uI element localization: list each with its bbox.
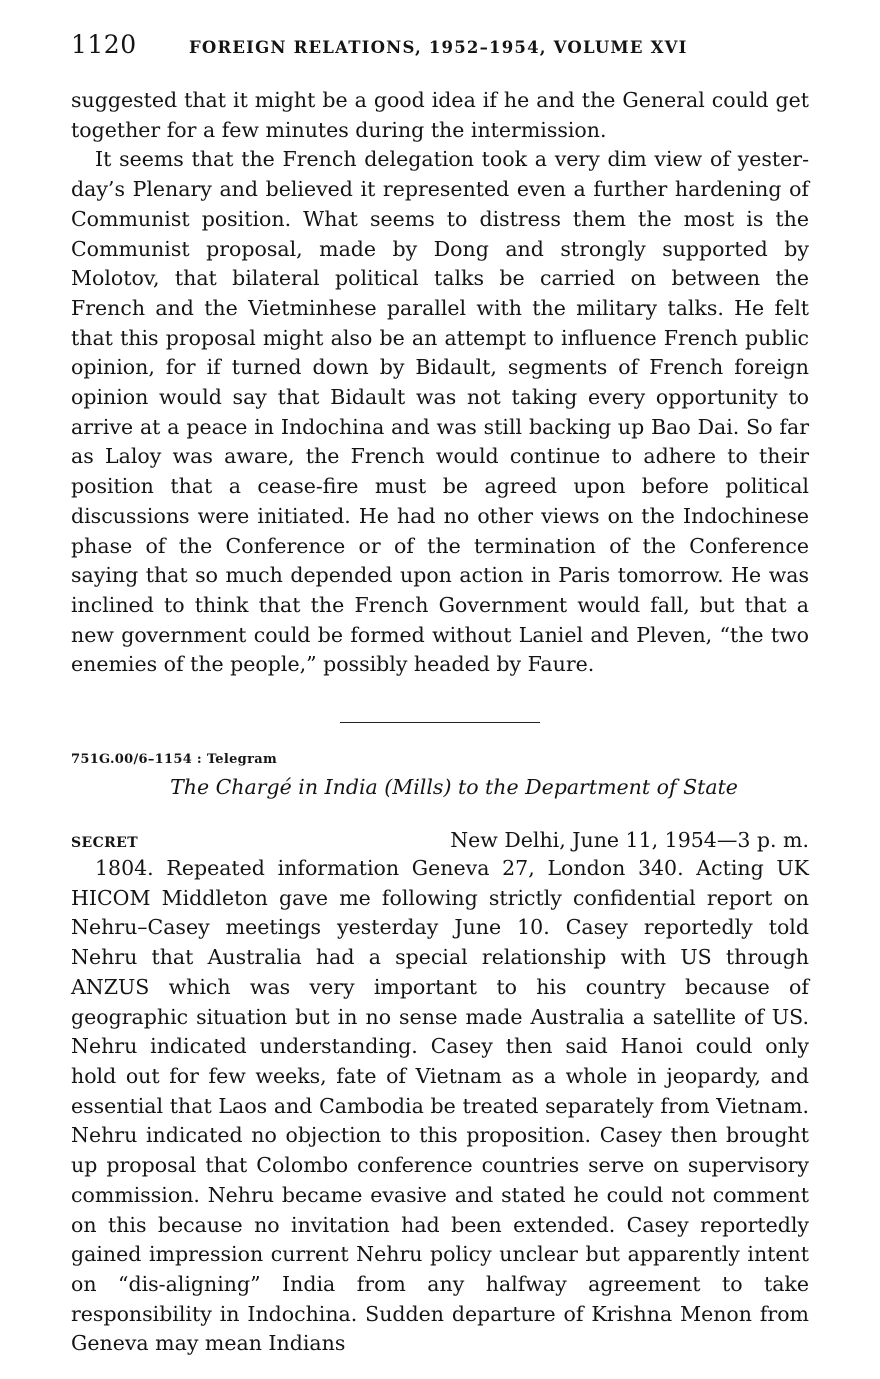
file-reference: 751G.00/6–1154 : Telegram (71, 752, 277, 768)
section-divider (340, 722, 540, 723)
dateline (71, 828, 809, 852)
classification-label: SECRET (71, 835, 139, 852)
page-number: 1120 (71, 30, 137, 59)
running-head (71, 30, 809, 70)
place-date: New Delhi, June 11, 1954—3 p. m. (450, 828, 809, 853)
document-heading: The Chargé in India (Mills) to the Department of State (170, 775, 738, 800)
telegram-body: 1804. Repeated information Geneva 27, London 340. Acting UK HICOM Middleton gave me following strictly confidential report on Nehru–Casey meetings yesterday June 10. Casey reportedly told Nehru that Australia had a special relationship with US through ANZUS which was very important to his country because of geographic situation but in no sense made Australia a satellite of US. Nehru indicated understanding. Casey then said Hanoi could only hold out for few weeks, fate of Vietnam as a whole in jeopardy, and essential that Laos and Cambodia be treated separately from Vietnam. Nehru indicated no objection to this proposition. Casey then brought up proposal that Colombo conference countries serve on supervisory commission. Nehru became evasive and stated he could not comment on this because no invitation had been extended. Casey reportedly gained impression current Nehru policy unclear but apparently intent on “dis-aligning” India from any halfway agreement to take responsibility in Indochina. Sudden departure of Krishna Menon from Geneva may mean Indians (71, 856, 809, 1356)
continued-paragraph: suggested that it might be a good idea if he and the General could get together for a few minutes during the intermission. (71, 88, 809, 142)
document-page (71, 30, 809, 1359)
body-paragraph: It seems that the French delegation took a very dim view of yesterday’s Plenary and believed it represented even a further hardening of Communist position. What seems to distress them the most is the Communist proposal, made by Dong and strongly supported by Molotov, that bilateral political talks be carried on between the French and the Vietminhese parallel with the military talks. He felt that this proposal might also be an attempt to influence French public opinion, for if turned down by Bidault, segments of French foreign opinion would say that Bidault was not taking every opportunity to arrive at a peace in Indochina and was still backing up Bao Dai. So far as Laloy was aware, the French would continue to adhere to their position that a cease-fire must be agreed upon before political discussions were initiated. He had no other views on the Indochinese phase of the Conference or of the termination of the Conference saying that so much depended upon action in Paris tomorrow. He was inclined to think that the French Government would fall, but that a new government could be formed without Laniel and Pleven, “the two enemies of the people,” possibly headed by Faure. (71, 147, 809, 677)
volume-title: FOREIGN RELATIONS, 1952–1954, VOLUME XVI (189, 38, 688, 57)
